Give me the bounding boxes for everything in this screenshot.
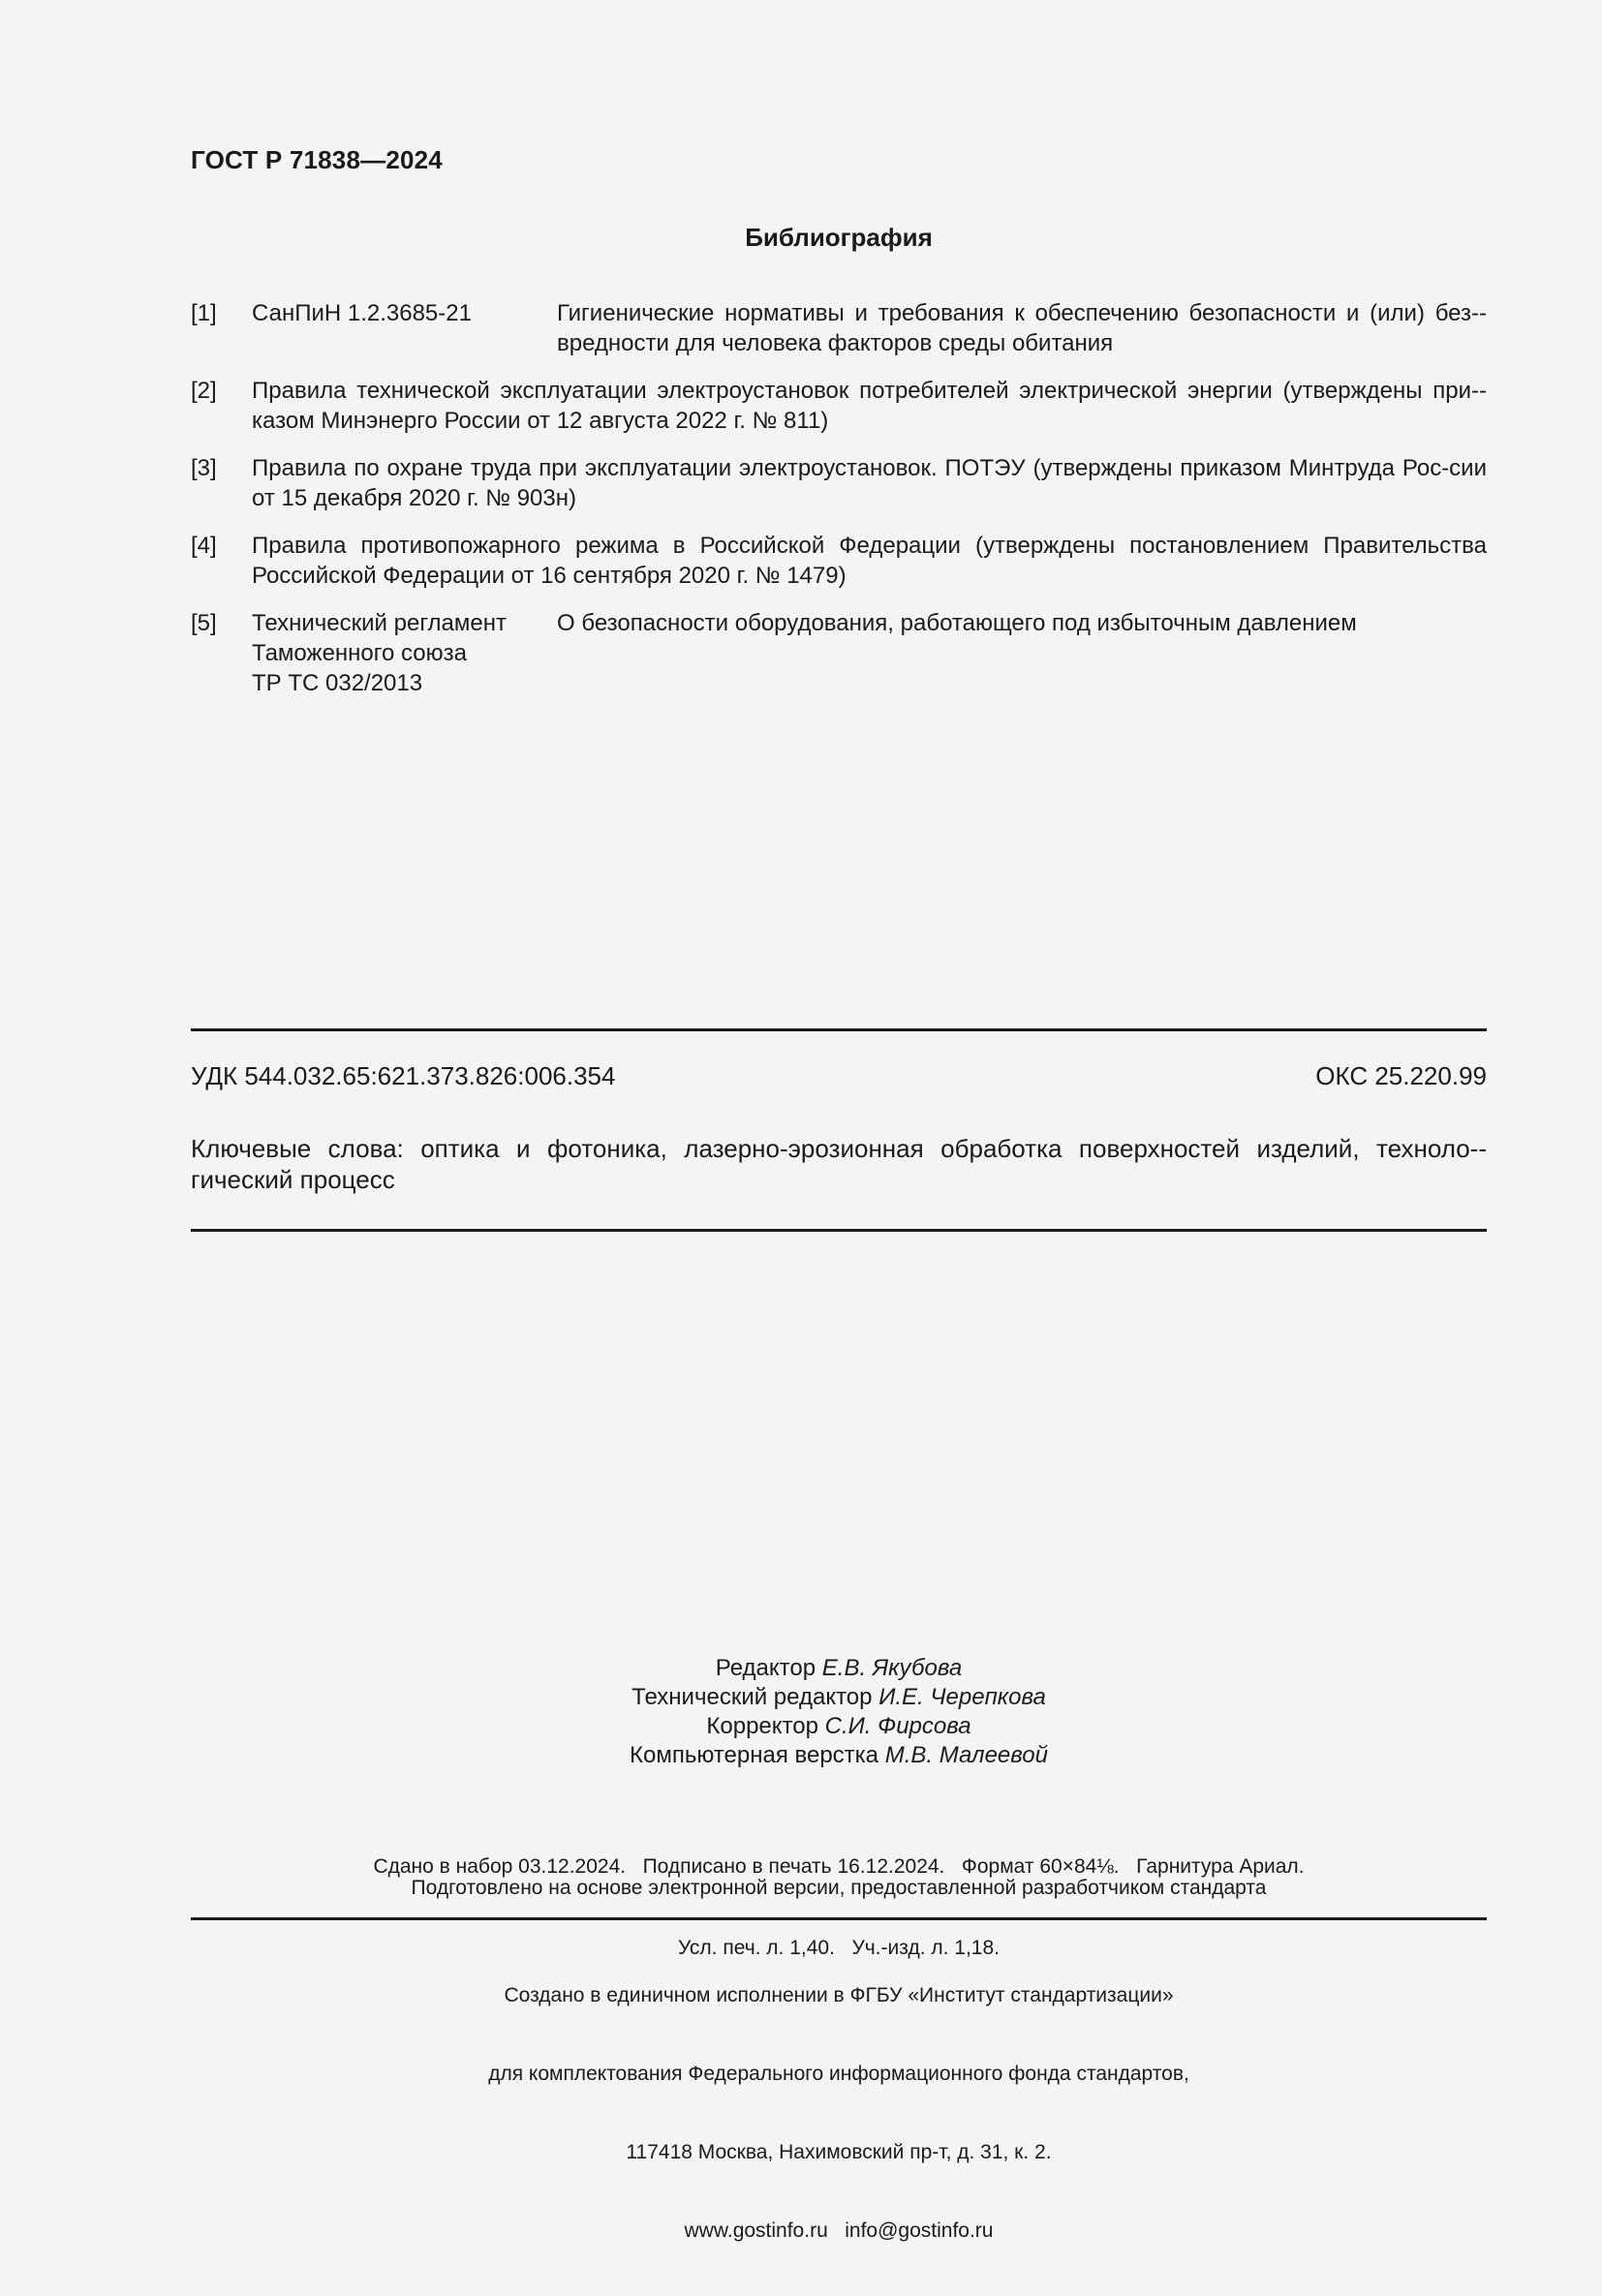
credit-role: Технический редактор [632,1684,873,1710]
entry-number: [4] [191,533,217,559]
credit-line [191,1654,1487,1683]
entry-text: Правила технической эксплуатации электроустановок потребителей электрической энергии (утверждены при-казом Минэнерго России от 12 августа 2022 г. № 811) [252,378,1487,434]
credit-name: Е.В. Якубова [821,1655,963,1681]
entry-number: [5] [191,610,217,636]
bibliography-entry [191,531,1487,591]
bibliography-list [191,298,1487,716]
entry-number: [1] [191,300,217,326]
publisher-line: www.gostinfo.ru info@gostinfo.ru [684,2219,994,2242]
credit-role: Корректор [706,1713,818,1739]
publisher-line: для комплектования Федерального информационного фонда стандартов, [488,2063,1189,2085]
divider-bottom [191,1229,1487,1232]
credit-line [191,1683,1487,1712]
publisher-line: 117418 Москва, Нахимовский пр-т, д. 31, к. 2. [626,2141,1052,2163]
credit-name: М.В. Малеевой [884,1742,1048,1768]
credit-name: С.И. Фирсова [824,1713,971,1739]
entry-document-line: Таможенного союза [252,640,467,666]
udk-code: УДК 544.032.65:621.373.826:006.354 [191,1061,616,1090]
credit-line [191,1741,1487,1770]
print-info-line: Усл. печ. л. 1,40. Уч.-изд. л. 1,18. [677,1937,1000,1959]
print-info-line: Сдано в набор 03.12.2024. Подписано в печать 16.12.2024. Формат 60×84⅛. Гарнитура Ариал. [373,1855,1305,1878]
publisher-line: Создано в единичном исполнении в ФГБУ «Институт стандартизации» [504,1984,1174,2006]
entry-description: О безопасности оборудования, работающего под избыточным давлением [557,610,1357,636]
credits [191,1654,1487,1770]
bibliography-entry [191,376,1487,436]
entry-document-line: Технический регламент [252,610,507,636]
entry-number: [2] [191,378,217,404]
keywords: Ключевые слова: оптика и фотоника, лазерно-эрозионная обработка поверхностей изделий, техноло-гический процесс [191,1134,1487,1194]
entry-description: Гигиенические нормативы и требования к обеспечению безопасности и (или) без-вредности для человека факторов среды обитания [557,300,1487,356]
entry-document [252,608,562,698]
entry-text: Правила противопожарного режима в Российской Федерации (утверждены постановлением Правительства Российской Федерации от 16 сентября 2020 г. № 1479) [252,533,1487,589]
publisher-info [191,1930,1487,2296]
bibliography-entry [191,608,1487,698]
prepared-note: Подготовлено на основе электронной версии, предоставленной разработчиком стандарта [411,1877,1267,1899]
credit-role: Компьютерная верстка [630,1742,879,1768]
bibliography-title: Библиография [745,223,933,252]
entry-text: Правила по охране труда при эксплуатации электроустановок. ПОТЭУ (утверждены приказом Минтруда Рос-сии от 15 декабря 2020 г. № 903н) [252,455,1487,511]
bibliography-entry [191,298,1487,358]
document-code: ГОСТ Р 71838—2024 [191,145,443,174]
credit-line [191,1712,1487,1741]
classification-row [191,1061,1487,1091]
oks-code: ОКС 25.220.99 [1315,1061,1487,1090]
divider-publisher [191,1917,1487,1920]
credit-name: И.Е. Черепкова [878,1684,1046,1710]
document-page [191,0,1487,2265]
entry-document-line: ТР ТС 032/2013 [252,670,423,696]
divider-top [191,1028,1487,1031]
bibliography-entry [191,453,1487,513]
credit-role: Редактор [715,1655,816,1681]
entry-document: СанПиН 1.2.3685-21 [252,300,472,326]
entry-number: [3] [191,455,217,481]
